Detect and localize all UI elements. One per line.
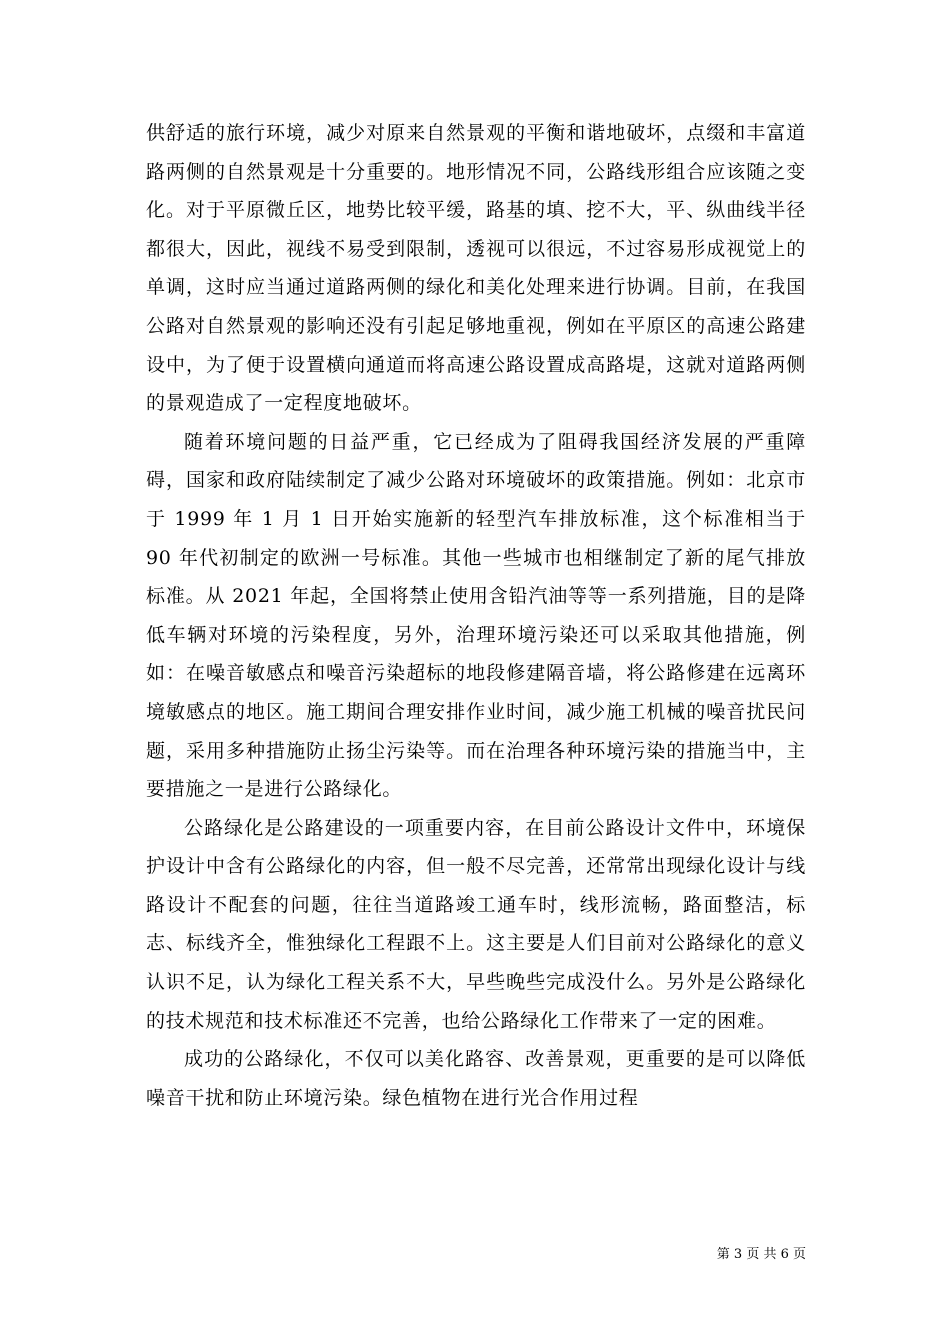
document-body [146, 114, 806, 1117]
page-number-footer: 第 3 页 共 6 页 [716, 1247, 806, 1262]
paragraph-2: 随着环境问题的日益严重，它已经成为了阻碍我国经济发展的严重障碍，国家和政府陆续制定了减少公路对环境破坏的政策措施。例如：北京市于 1999 年 1 月 1 日开始实施新的轻型汽车排放标准，这个标准相当于 90 年代初制定的欧洲一号标准。其他一些城市也相继制定了新的尾气排放标准。从 2021 年起，全国将禁止使用含铅汽油等等一系列措施，目的是降低车辆对环境的污染程度，另外，治理环境污染还可以采取其他措施，例如：在噪音敏感点和噪音污染超标的地段修建隔音墙，将公路修建在远离环境敏感点的地区。施工期间合理安排作业时间，减少施工机械的噪音扰民问题，采用多种措施防止扬尘污染等。而在治理各种环境污染的措施当中，主要措施之一是进行公路绿化。 [146, 430, 806, 801]
paragraph-4: 成功的公路绿化，不仅可以美化路容、改善景观，更重要的是可以降低噪音干扰和防止环境污染。绿色植物在进行光合作用过程 [146, 1048, 806, 1109]
paragraph-3: 公路绿化是公路建设的一项重要内容，在目前公路设计文件中，环境保护设计中含有公路绿化的内容，但一般不尽完善，还常常出现绿化设计与线路设计不配套的问题，往往当道路竣工通车时，线形流畅，路面整洁，标志、标线齐全，惟独绿化工程跟不上。这主要是人们目前对公路绿化的意义认识不足，认为绿化工程关系不大，早些晚些完成没什么。另外是公路绿化的技术规范和技术标准还不完善，也给公路绿化工作带来了一定的困难。 [146, 816, 806, 1032]
paragraph-1: 供舒适的旅行环境，减少对原来自然景观的平衡和谐地破坏，点缀和丰富道路两侧的自然景观是十分重要的。地形情况不同，公路线形组合应该随之变化。对于平原微丘区，地势比较平缓，路基的填、挖不大，平、纵曲线半径都很大，因此，视线不易受到限制，透视可以很远，不过容易形成视觉上的单调，这时应当通过道路两侧的绿化和美化处理来进行协调。目前，在我国公路对自然景观的影响还没有引起足够地重视，例如在平原区的高速公路建设中，为了便于设置横向通道而将高速公路设置成高路堤，这就对道路两侧的景观造成了一定程度地破坏。 [146, 122, 806, 415]
